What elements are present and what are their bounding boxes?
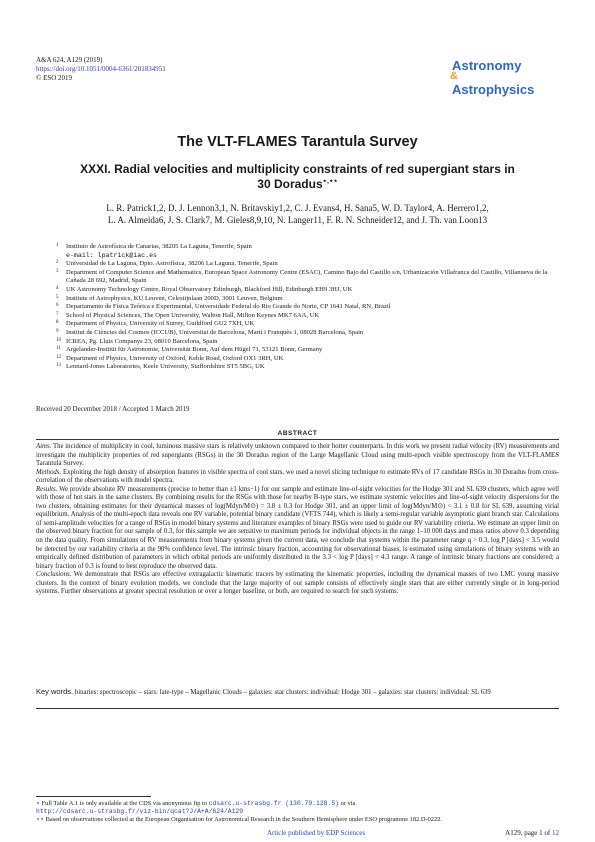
affiliation-number: 9 (56, 328, 59, 334)
affiliation-number: 12 (56, 354, 61, 360)
affiliation-text: e-mail: lpatrick@iac.es (66, 251, 158, 259)
journal-logo (452, 58, 564, 98)
affiliation-item (56, 260, 556, 269)
affiliation-number: 7 (56, 311, 59, 317)
abstract-bottom-rule (36, 708, 559, 709)
affiliation-text: Department of Physics, University of Surrey, Guildford GU2 7XH, UK (66, 320, 255, 328)
affiliation-number: 10 (56, 337, 61, 343)
keywords-label: Key words. (36, 687, 74, 696)
results-text: We provide absolute RV measurements (precise to better than ±1 kms−1) for our sample and estimate line-of-sight velocities for the Hodge 301 and SL 639 clusters, which agree well with those of hot stars in the same clusters. By combining results for the RSGs with those for nearby B-type stars, we estimate systemic velocities and line-of-sight velocity dispersions for the two clusters, obtaining estimates for their dynamical masses of log(Mdyn/M⊙) = 3.8 ± 0.3 for Hodge 301, and an upper limit of log(Mdyn/M⊙) < 3.1 ± 0.8 for SL 639, assuming virial equilibrium. Analysis of the multi-epoch data reveals one RV variable, potential binary candidate (VFTS 744), which is likely a semi-regular variable asymptotic giant branch star. Calculations of semi-amplitude velocities for a range of RSGs in model binary systems and literature examples of binary RSGs were used to guide our RV variability criteria. We estimate an upper limit on the observed binary fraction for our sample of 0.3, for this sample we are sensitive to maximum periods for individual objects in the range 1–10 000 days and mass ratios above 0.3 depending on the data quality. From simulations of RV measurements from binary systems given the current data, we conclude that systems within the parameter range q > 0.3, log P [days] < 3.5 would be detected by our variability criteria at the 90% confidence level. The intrinsic binary fraction, accounting for observational biases, is estimated using simulations of binary systems with an empirically defined distribution of parameters in which orbital periods are uniformly distributed in the 3.3 < log P [days] < 4.3 range. A range of intrinsic binary fractions are considered; a binary fraction of 0.3 is found to best reproduce the observed data. (36, 485, 559, 570)
header-meta (36, 56, 166, 83)
footnote-2-mark: ⋆⋆ (36, 816, 45, 824)
affiliation-number: 3 (56, 268, 59, 274)
abstract-top-rule (36, 439, 559, 440)
affiliation-item (56, 338, 556, 347)
authors-line-2: L. A. Almeida6, J. S. Clark7, M. Gieles8,9,10, N. Langer11, F. R. N. Schneider12, and J. Th. van Loon13 (107, 215, 488, 225)
received-accepted-dates: Received 20 December 2018 / Accepted 1 March 2019 (36, 405, 190, 413)
footnote-1 (36, 800, 559, 816)
abstract-body (36, 443, 559, 597)
author-list (36, 202, 559, 226)
methods-text: Exploiting the high density of absorption features in visible spectra of cool stars, we used a novel slicing technique to estimate RVs of 17 candidate RSGs in 30 Doradus from cross-correlation of the observations with model spectra. (36, 468, 559, 485)
subtitle-footnote-marks[interactable]: ⋆,⋆⋆ (322, 178, 338, 185)
affiliation-item (56, 329, 556, 338)
affiliation-item (56, 295, 556, 304)
affiliation-item (56, 346, 556, 355)
aims-label: Aims. (36, 443, 52, 450)
affiliation-number: 6 (56, 303, 59, 309)
copyright: © ESO 2019 (36, 74, 73, 82)
footnote-1-mid: or via (339, 800, 356, 807)
abstract-methods (36, 469, 559, 486)
affiliation-item (56, 269, 556, 286)
results-label: Results. (36, 485, 58, 493)
affiliation-item (56, 363, 556, 372)
affiliation-text: Argelander-Institüt für Astronomie, Universität Bonn, Auf dem Hügel 71, 53121 Bonn, Germany (66, 346, 323, 354)
keywords-text: binaries: spectroscopic – stars: late-type – Magellanic Clouds – galaxies: star clusters: individual: Hodge 301 – galaxies: star clusters: individual: SL 639 (73, 689, 491, 696)
affiliation-number: 4 (56, 285, 59, 291)
affiliation-item (56, 243, 556, 252)
authors-line-1: L. R. Patrick1,2, D. J. Lennon3,1, N. Britavskiy1,2, C. J. Evans4, H. Sana5, W. D. Taylor4, A. Herrero1,2, (106, 203, 489, 213)
logo-ampersand: & (450, 70, 458, 82)
page-number (505, 829, 559, 837)
affiliation-item (56, 355, 556, 364)
affiliation-text: Instituto de Astrofísica de Canarias, 38205 La Laguna, Tenerife, Spain (66, 243, 252, 250)
affiliation-text: School of Physical Sciences, The Open University, Walton Hall, Milton Keynes MK7 6AA, UK (66, 311, 320, 319)
conclusions-label: Conclusions. (36, 571, 72, 579)
page-prefix: A129, page 1 of (505, 829, 552, 837)
affiliation-number: 2 (56, 260, 59, 266)
affiliation-text: Lennard-Jones Laboratories, Keele University, Staffordshire ST5 5BG, UK (66, 363, 265, 371)
cds-viz-link[interactable]: http://cdsarc.u-strasbg.fr/viz-bin/qcat?J/A+A/624/A129 (36, 808, 244, 816)
logo-line2: Astrophysics (452, 82, 535, 97)
affiliation-number: 13 (56, 363, 61, 369)
keywords (36, 687, 559, 697)
cds-ftp-link[interactable]: cdsarc.u-strasbg.fr (130.79.128.5) (208, 800, 339, 807)
affiliation-number: 11 (56, 346, 61, 352)
affiliation-text: Institute of Astrophysics, KU Leuven, Celestijnlaan 200D, 3001 Leuven, Belgium (66, 294, 283, 302)
logo-line1: Astronomy (452, 58, 522, 73)
aims-text: The incidence of multiplicity in cool, luminous massive stars is relatively unknown compared to their hotter counterparts. In this work we present radial velocity (RV) measurements and investigate the multiplicity properties of red supergiants (RSGs) in the 30 Doradus region of the Large Magellanic Cloud using multi-epoch visible spectroscopy from the VLT-FLAMES Tarantula Survey. (36, 443, 559, 468)
footnote-2 (36, 816, 559, 824)
abstract-aims (36, 443, 559, 469)
affiliation-item (56, 320, 556, 329)
affiliation-item (56, 312, 556, 321)
affiliation-number: 8 (56, 320, 59, 326)
doi-link[interactable]: https://doi.org/10.1051/0004-6361/201834951 (36, 65, 166, 73)
footnotes (36, 800, 559, 825)
footnote-1-text: Full Table A.1 is only available at the CDS via anonymous ftp to (40, 800, 209, 807)
journal-reference: A&A 624, A129 (2019) (36, 56, 103, 64)
footnote-rule (36, 796, 151, 797)
affiliation-text: Institut de Ciències del Cosmos (ICCUB), Universitat de Barcelona, Martí i Franquès 1, 08028 Barcelona, Spain (66, 328, 364, 336)
abstract-results (36, 486, 559, 571)
footnote-1-mark: ⋆ (36, 800, 41, 807)
abstract-conclusions (36, 571, 559, 597)
publisher-link[interactable]: Article published by EDP Sciences (266, 829, 366, 837)
affiliation-text: UK Astronomy Technology Centre, Royal Observatory Edinburgh, Blackford Hill, Edinburgh EH9 3HJ, UK (66, 285, 353, 293)
paper-title: The VLT-FLAMES Tarantula Survey (177, 134, 418, 150)
page-total-link[interactable]: 12 (552, 829, 559, 837)
footnote-2-text: Based on observations collected at the European Organisation for Astronomical Research in the Southern Hemisphere under ESO programme 182.D-0222. (44, 816, 442, 824)
affiliation-item (56, 252, 556, 261)
affiliation-number: 5 (56, 294, 59, 300)
abstract-heading: ABSTRACT (277, 430, 318, 437)
affiliation-text: Universidad de La Laguna, Dpto. Astrofísica, 38206 La Laguna, Tenerife, Spain (66, 260, 278, 268)
methods-label: Methods. (36, 468, 62, 476)
affiliation-item (56, 286, 556, 295)
affiliation-item (56, 303, 556, 312)
affiliation-text: Departamento de Física Teórica e Experimental, Universidade Federal do Rio Grande do Norte, CP 1641 Natal, RN, Brazil (66, 303, 391, 311)
paper-subtitle (80, 162, 515, 192)
affiliation-text: ICREA, Pg. Lluis Companys 23, 08010 Barcelona, Spain (66, 337, 218, 345)
affiliation-text: Department of Physics, University of Oxford, Keble Road, Oxford OX1 3RH, UK (66, 354, 284, 362)
conclusions-text: We demonstrate that RSGs are effective extragalactic kinematic tracers by estimating the kinematic properties, including the dynamical masses of two LMC young massive clusters. In the context of binary evolution models, we conclude that the large majority of our sample consists of effectively single stars that are either currently single or in long-period systems. Further observations at greater spectral resolution or over a longer baseline, or both, are required to search for such systems. (36, 571, 559, 596)
affiliation-list (56, 243, 556, 372)
affiliation-number: 1 (56, 243, 59, 248)
subtitle-text: XXXI. Radial velocities and multiplicity constraints of red supergiant stars in 30 Doradus (80, 162, 515, 191)
affiliation-text: Department of Computer Science and Mathematics, European Space Astronomy Centre (ESAC), Camino Bajo del Castillo s/n, Urbanización Villafranca del Castillo, Villanueva de la Cañada 28 692, Madrid, Spain (66, 268, 548, 285)
